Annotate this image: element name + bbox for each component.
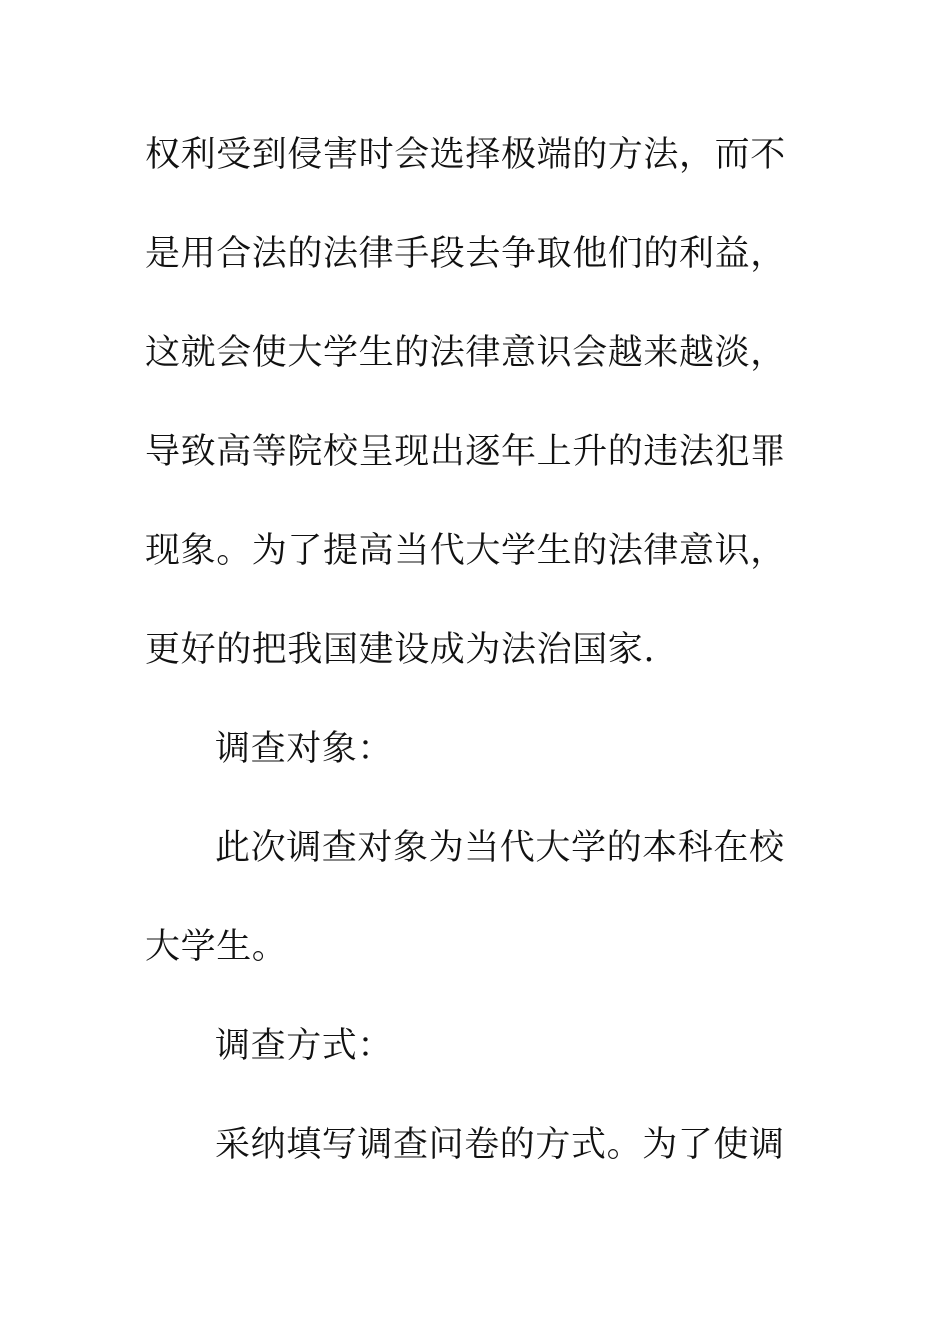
section-heading-subject: 调查对象： [215, 729, 394, 769]
paragraph-line: 权利受到侵害时会选择极端的方法，而不 [145, 135, 786, 175]
section-heading-method: 调查方式： [215, 1026, 394, 1066]
subject-line: 大学生。 [145, 927, 288, 967]
paragraph-line: 现象。为了提高当代大学生的法律意识， [145, 531, 786, 571]
subject-line: 此次调查对象为当代大学的本科在校 [215, 828, 785, 868]
method-line: 采纳填写调查问卷的方式。为了使调 [215, 1125, 785, 1165]
paragraph-line: 更好的把我国建设成为法治国家. [145, 630, 656, 670]
paragraph-line: 是用合法的法律手段去争取他们的利益， [145, 234, 786, 274]
paragraph-line: 导致高等院校呈现出逐年上升的违法犯罪 [145, 432, 786, 472]
paragraph-line: 这就会使大学生的法律意识会越来越淡， [145, 333, 786, 373]
